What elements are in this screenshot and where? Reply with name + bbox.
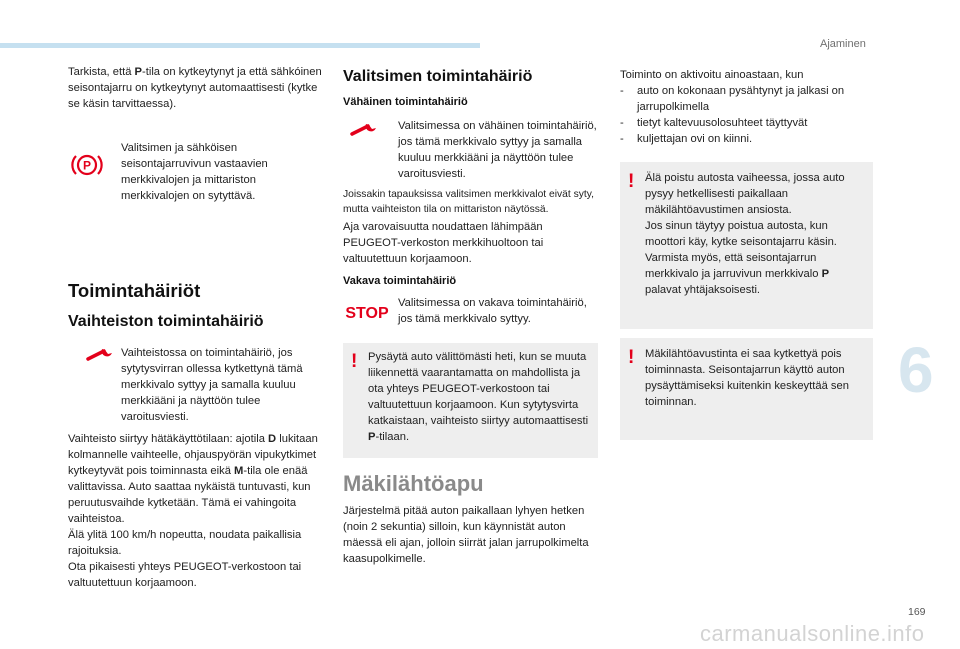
faults-title: Toimintahäiriöt bbox=[68, 280, 201, 301]
hill-start-title: Mäkilähtöapu bbox=[343, 471, 484, 496]
selector-fault-title: Valitsimen toimintahäiriö bbox=[343, 68, 533, 85]
stop-warning-box bbox=[343, 343, 598, 458]
minor-fault-text: Valitsimessa on vähäinen toimintahäiriö, jos tämä merkkivalo syttyy ja samalla kuuluu merkkiääni ja näyttöön tulee varoitusviesti. bbox=[398, 120, 597, 180]
gearbox-fault-title: Vaihteiston toimintahäiriö bbox=[68, 313, 264, 330]
warning-exclamation-icon: ! bbox=[351, 351, 358, 372]
warning-exclamation-icon: ! bbox=[628, 171, 635, 192]
hill-start-warning-text: Älä poistu autosta vaiheessa, jossa auto pysyy hetkellisesti paikallaan mäkilähtöavustimen ansiosta. Jos sinun täytyy poistua autosta, kun moottori käy, kytke seisontajarru käsin. Varmista myös, että seisontajarrun merkkivalo ja jarruvivun merkkivalo P palavat yhtäjaksoisesti. bbox=[645, 172, 845, 296]
minor-fault-note: Joissakin tapauksissa valitsimen merkkivalot eivät syty, mutta vaihteiston tila on mittariston näytössä. bbox=[343, 189, 595, 215]
gearbox-fault-text: Vaihteistossa on toimintahäiriö, jos sytytysvirran ollessa kytkettynä tämä merkkivalo syttyy ja samalla kuuluu merkkiääni ja näyttöön tulee varoitusviesti. bbox=[121, 347, 303, 423]
svg-text:STOP: STOP bbox=[345, 305, 389, 322]
hill-start-warning-box bbox=[620, 162, 873, 329]
header-bar bbox=[0, 43, 480, 48]
chapter-tab-number: 6 bbox=[898, 334, 934, 406]
stop-icon bbox=[345, 302, 389, 322]
watermark: carmanualsonline.info bbox=[700, 621, 925, 646]
wrench-icon bbox=[85, 346, 115, 362]
minor-fault-title: Vähäinen toimintahäiriö bbox=[343, 96, 468, 108]
parking-brake-p-icon bbox=[70, 152, 104, 178]
hill-start-note-text: Mäkilähtöavustinta ei saa kytkettyä pois toiminnasta. Seisontajarrun käyttö auton pysäyttämiseksi kuitenkin keskeyttää sen toiminnan. bbox=[645, 348, 849, 408]
wrench-icon bbox=[349, 121, 379, 137]
activation-intro: Toiminto on aktivoitu ainoastaan, kun bbox=[620, 69, 804, 81]
hill-start-text: Järjestelmä pitää auton paikallaan lyhyen hetken (noin 2 sekuntia) silloin, kun käynnistät auton mäessä eli ajan, jolloin siirrät jalan jarrupolkimelta kaasupolkimelle. bbox=[343, 505, 589, 565]
hill-start-note-box bbox=[620, 338, 873, 440]
chapter-title: Ajaminen bbox=[820, 38, 866, 50]
list-item: - auto on kokonaan pysähtynyt ja jalkasi on jarrupolkimella bbox=[620, 83, 875, 115]
list-item: - kuljettajan ovi on kiinni. bbox=[620, 131, 875, 147]
list-item: - tietyt kaltevuusolosuhteet täyttyvät bbox=[620, 115, 875, 131]
major-fault-text: Valitsimessa on vakava toimintahäiriö, jos tämä merkkivalo syttyy. bbox=[398, 297, 587, 325]
activation-conditions bbox=[620, 83, 875, 147]
svg-text:P: P bbox=[82, 158, 92, 173]
p-indicator-text: Valitsimen ja sähköisen seisontajarruvivun vastaavien merkkivalojen ja mittariston merkkivalojen on sytyttävä. bbox=[121, 142, 268, 202]
major-fault-title: Vakava toimintahäiriö bbox=[343, 275, 457, 287]
intro-paragraph: Tarkista, että P-tila on kytkeytynyt ja että sähkóinen seisontajarru on kytkeytynyt automaattisesti (kytke se käsin tarvittaessa). bbox=[68, 66, 322, 110]
emergency-mode-text: Vaihteisto siirtyy hätäkäyttötilaan: ajotila D lukitaan kolmannelle vaihteelle, ohjauspyörän vipukytkimet kytkeytyvät pois toiminnasta eikä M-tila ole enää valittavissa. Auto saattaa nykäistä tuntuvasti, kun peruutusvaihde kytketään. Tämä ei vahingoita vaihteistoa. Älä ylitä 100 km/h nopeutta, noudata paikallisia rajoituksia. Ota pikaisesti yhteys PEUGEOT-verkostoon tai valtuutettuun korjaamoon. bbox=[68, 433, 318, 589]
minor-fault-advice: Aja varovaisuutta noudattaen lähimpään PEUGEOT-verkoston merkkihuoltoon tai valtuutettuun korjaamoon. bbox=[343, 221, 544, 265]
warning-exclamation-icon: ! bbox=[628, 347, 635, 368]
page-number: 169 bbox=[908, 606, 926, 618]
stop-warning-text: Pysäytä auto välittömästi heti, kun se muuta liikennettä vaarantamatta on mahdollista ja ota yhteys PEUGEOT-verkostoon tai valtuutettuun korjaamoon. Kun sytytysvirta katkaistaan, vaihteisto siirtyy automaattisesti P-tilaan. bbox=[368, 351, 589, 443]
